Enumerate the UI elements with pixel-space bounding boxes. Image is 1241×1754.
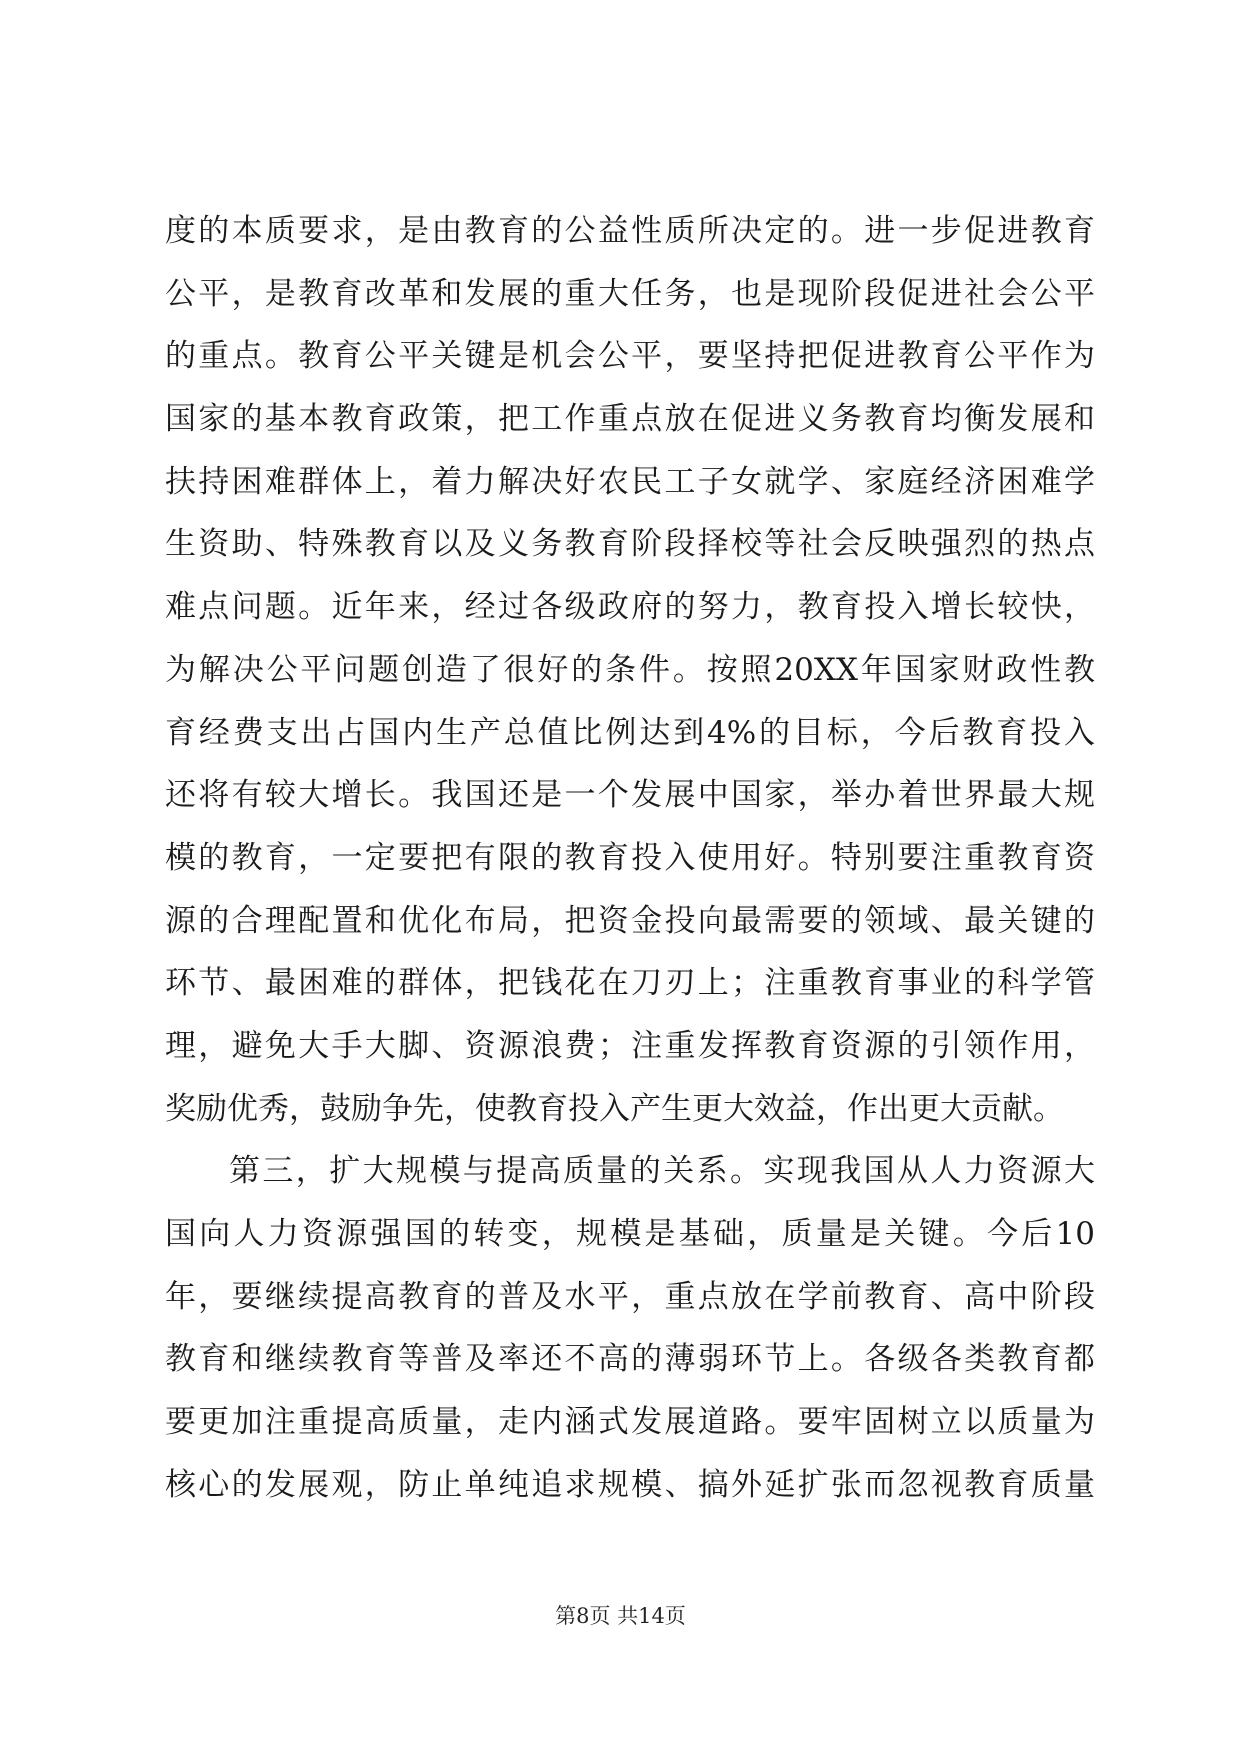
paragraph-first-line: 第三，扩大规模与提高质量的关系。实现我国从人力资源大 [229, 1153, 1095, 1190]
text-line: 要更加注重提高质量，走内涵式发展道路。要牢固树立以质量为 [165, 1404, 1095, 1441]
text-line: 核心的发展观，防止单纯追求规模、搞外延扩张而忽视教育质量 [165, 1466, 1095, 1503]
text-line: 度的本质要求，是由教育的公益性质所决定的。进一步促进教育 [165, 213, 1095, 249]
text-line: 教育和继续教育等普及率还不高的薄弱环节上。各级各类教育都 [165, 1341, 1095, 1378]
page-number: 第8页 共14页 [555, 1604, 686, 1628]
body-text [165, 200, 1095, 1516]
paragraph-last-line: 奖励优秀，鼓励争先，使教育投入产生更大效益，作出更大贡献。 [165, 1090, 1064, 1127]
text-line: 公平，是教育改革和发展的重大任务，也是现阶段促进社会公平 [165, 275, 1095, 312]
text-line: 的重点。教育公平关键是机会公平，要坚持把促进教育公平作为 [165, 338, 1095, 375]
text-line: 国家的基本教育政策，把工作重点放在促进义务教育均衡发展和 [165, 401, 1095, 438]
text-line: 模的教育，一定要把有限的教育投入使用好。特别要注重教育资 [165, 839, 1095, 876]
text-line: 国向人力资源强国的转变，规模是基础，质量是关键。今后10 [165, 1216, 1095, 1252]
text-line: 年，要继续提高教育的普及水平，重点放在学前教育、高中阶段 [165, 1278, 1095, 1315]
text-line: 理，避免大手大脚、资源浪费；注重发挥教育资源的引领作用， [165, 1027, 1095, 1064]
text-line: 为解决公平问题创造了很好的条件。按照20XX年国家财政性教 [165, 651, 1095, 688]
page-footer [0, 1602, 1241, 1630]
text-line: 生资助、特殊教育以及义务教育阶段择校等社会反映强烈的热点 [165, 526, 1095, 563]
text-line: 环节、最困难的群体，把钱花在刀刃上；注重教育事业的科学管 [165, 965, 1095, 1002]
text-line: 还将有较大增长。我国还是一个发展中国家，举办着世界最大规 [165, 777, 1095, 814]
text-line: 育经费支出占国内生产总值比例达到4%的目标，今后教育投入 [165, 714, 1095, 751]
text-line: 扶持困难群体上，着力解决好农民工子女就学、家庭经济困难学 [165, 463, 1095, 500]
text-line: 难点问题。近年来，经过各级政府的努力，教育投入增长较快， [165, 589, 1095, 626]
text-line: 源的合理配置和优化布局，把资金投向最需要的领域、最关键的 [165, 902, 1095, 939]
